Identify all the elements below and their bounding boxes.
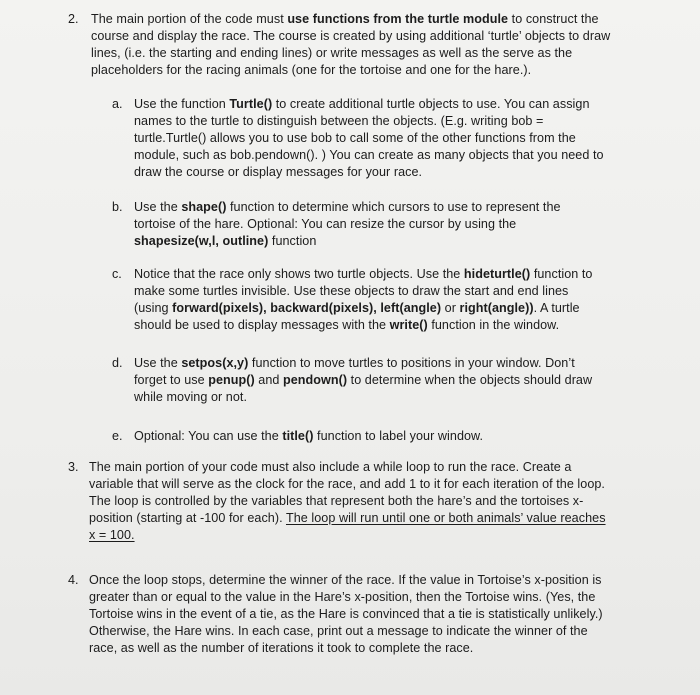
text-run: Optional: You can use the [134,429,283,443]
text-run: to determine when the objects should draw while moving or not. [134,372,593,404]
bold-term: shape() [181,200,227,214]
bold-term: title() [282,429,314,443]
text-run: and [254,372,283,387]
text-run: Use the [134,200,182,214]
item-3-text [89,459,611,544]
item-2a-letter: a. [112,97,123,111]
text-run: function to make some turtles invisible. Use these objects to draw the start and end lines (using [134,267,593,315]
text-run: to construct the course and display the race. The course is created by using additional ‘turtle’ objects to draw lines, (i.e. the starting and ending lines) or write messages as well as the serve as the placeholders for the racing animals (one for the tortoise and one for the hare.). [91,12,611,77]
bold-term: forward(pixels), backward(pixels), left(angle) [172,300,442,315]
bold-term: right(angle)) [459,300,534,315]
text-run: . A turtle should be used to display messages with the [134,300,580,332]
text-run: The main portion of your code must also include a while loop to run the race. Create a variable that will serve as the clock for the race, and add 1 to it for each iteration of the loop. The loop is controlled by the variables that represent both the hare’s and the tortoises x-position (starting at -100 for each). [89,460,605,525]
item-2b-text [134,199,584,250]
item-3-number: 3. [68,460,79,474]
item-2b-letter: b. [112,200,123,214]
item-2d-text [134,355,604,406]
text-run: Use the function [134,97,230,111]
underlined-text: The loop will run until one or both animals’ value reaches x = 100. [89,510,606,542]
bold-term: Turtle() [229,97,273,111]
text-run: function in the window. [427,317,560,332]
bold-term: shapesize(w,l, outline) [134,233,269,248]
bold-term: pendown() [283,372,348,387]
text-run: or [441,300,460,315]
item-2c-text [134,266,606,334]
item-2e-letter: e. [112,429,123,443]
text-run: function to determine which cursors to use to represent the tortoise of the hare. Optional: You can resize the cursor by using the [134,200,561,231]
text-run: Once the loop stops, determine the winner of the race. If the value in Tortoise’s x-position is greater than or equal to the value in the Hare’s x-position, then the Tortoise wins. (Yes, the Tortoise wins in the event of a tie, as the Hare is convinced that a tie is statistically unlikely.) Otherwise, the Hare wins. In each case, print out a message to indicate the winner of the race, as well as the number of iterations it took to complete the race. [89,573,603,655]
text-run: Use the [134,356,182,370]
text-run: The main portion of the code must [91,12,288,26]
item-4-text [89,572,611,657]
item-4-number: 4. [68,573,79,587]
bold-term: penup() [208,372,255,387]
bold-term: use functions from the turtle module [287,12,509,26]
item-2c-letter: c. [112,267,122,281]
item-2e-text [134,428,604,445]
bold-term: setpos(x,y) [181,356,249,370]
item-2-text [91,11,611,79]
text-run: function to move turtles to positions in your window. Don’t forget to use [134,356,575,387]
text-run: Notice that the race only shows two turtle objects. Use the [134,267,464,281]
text-run: to create additional turtle objects to use. You can assign names to the turtle to distinguish between the objects. (E.g. writing bob = turtle.Turtle() allows you to use bob to call some of the other functions from the module, such as bob.pendown(). ) You can create as many objects that you need to draw the course or display messages for your race. [134,97,604,179]
item-2-number: 2. [68,12,79,26]
bold-term: write() [389,317,428,332]
item-2a-text [134,96,604,181]
text-run: function to label your window. [313,429,484,443]
text-run: function [268,233,317,248]
item-2d-letter: d. [112,356,123,370]
bold-term: hideturtle() [463,267,531,281]
